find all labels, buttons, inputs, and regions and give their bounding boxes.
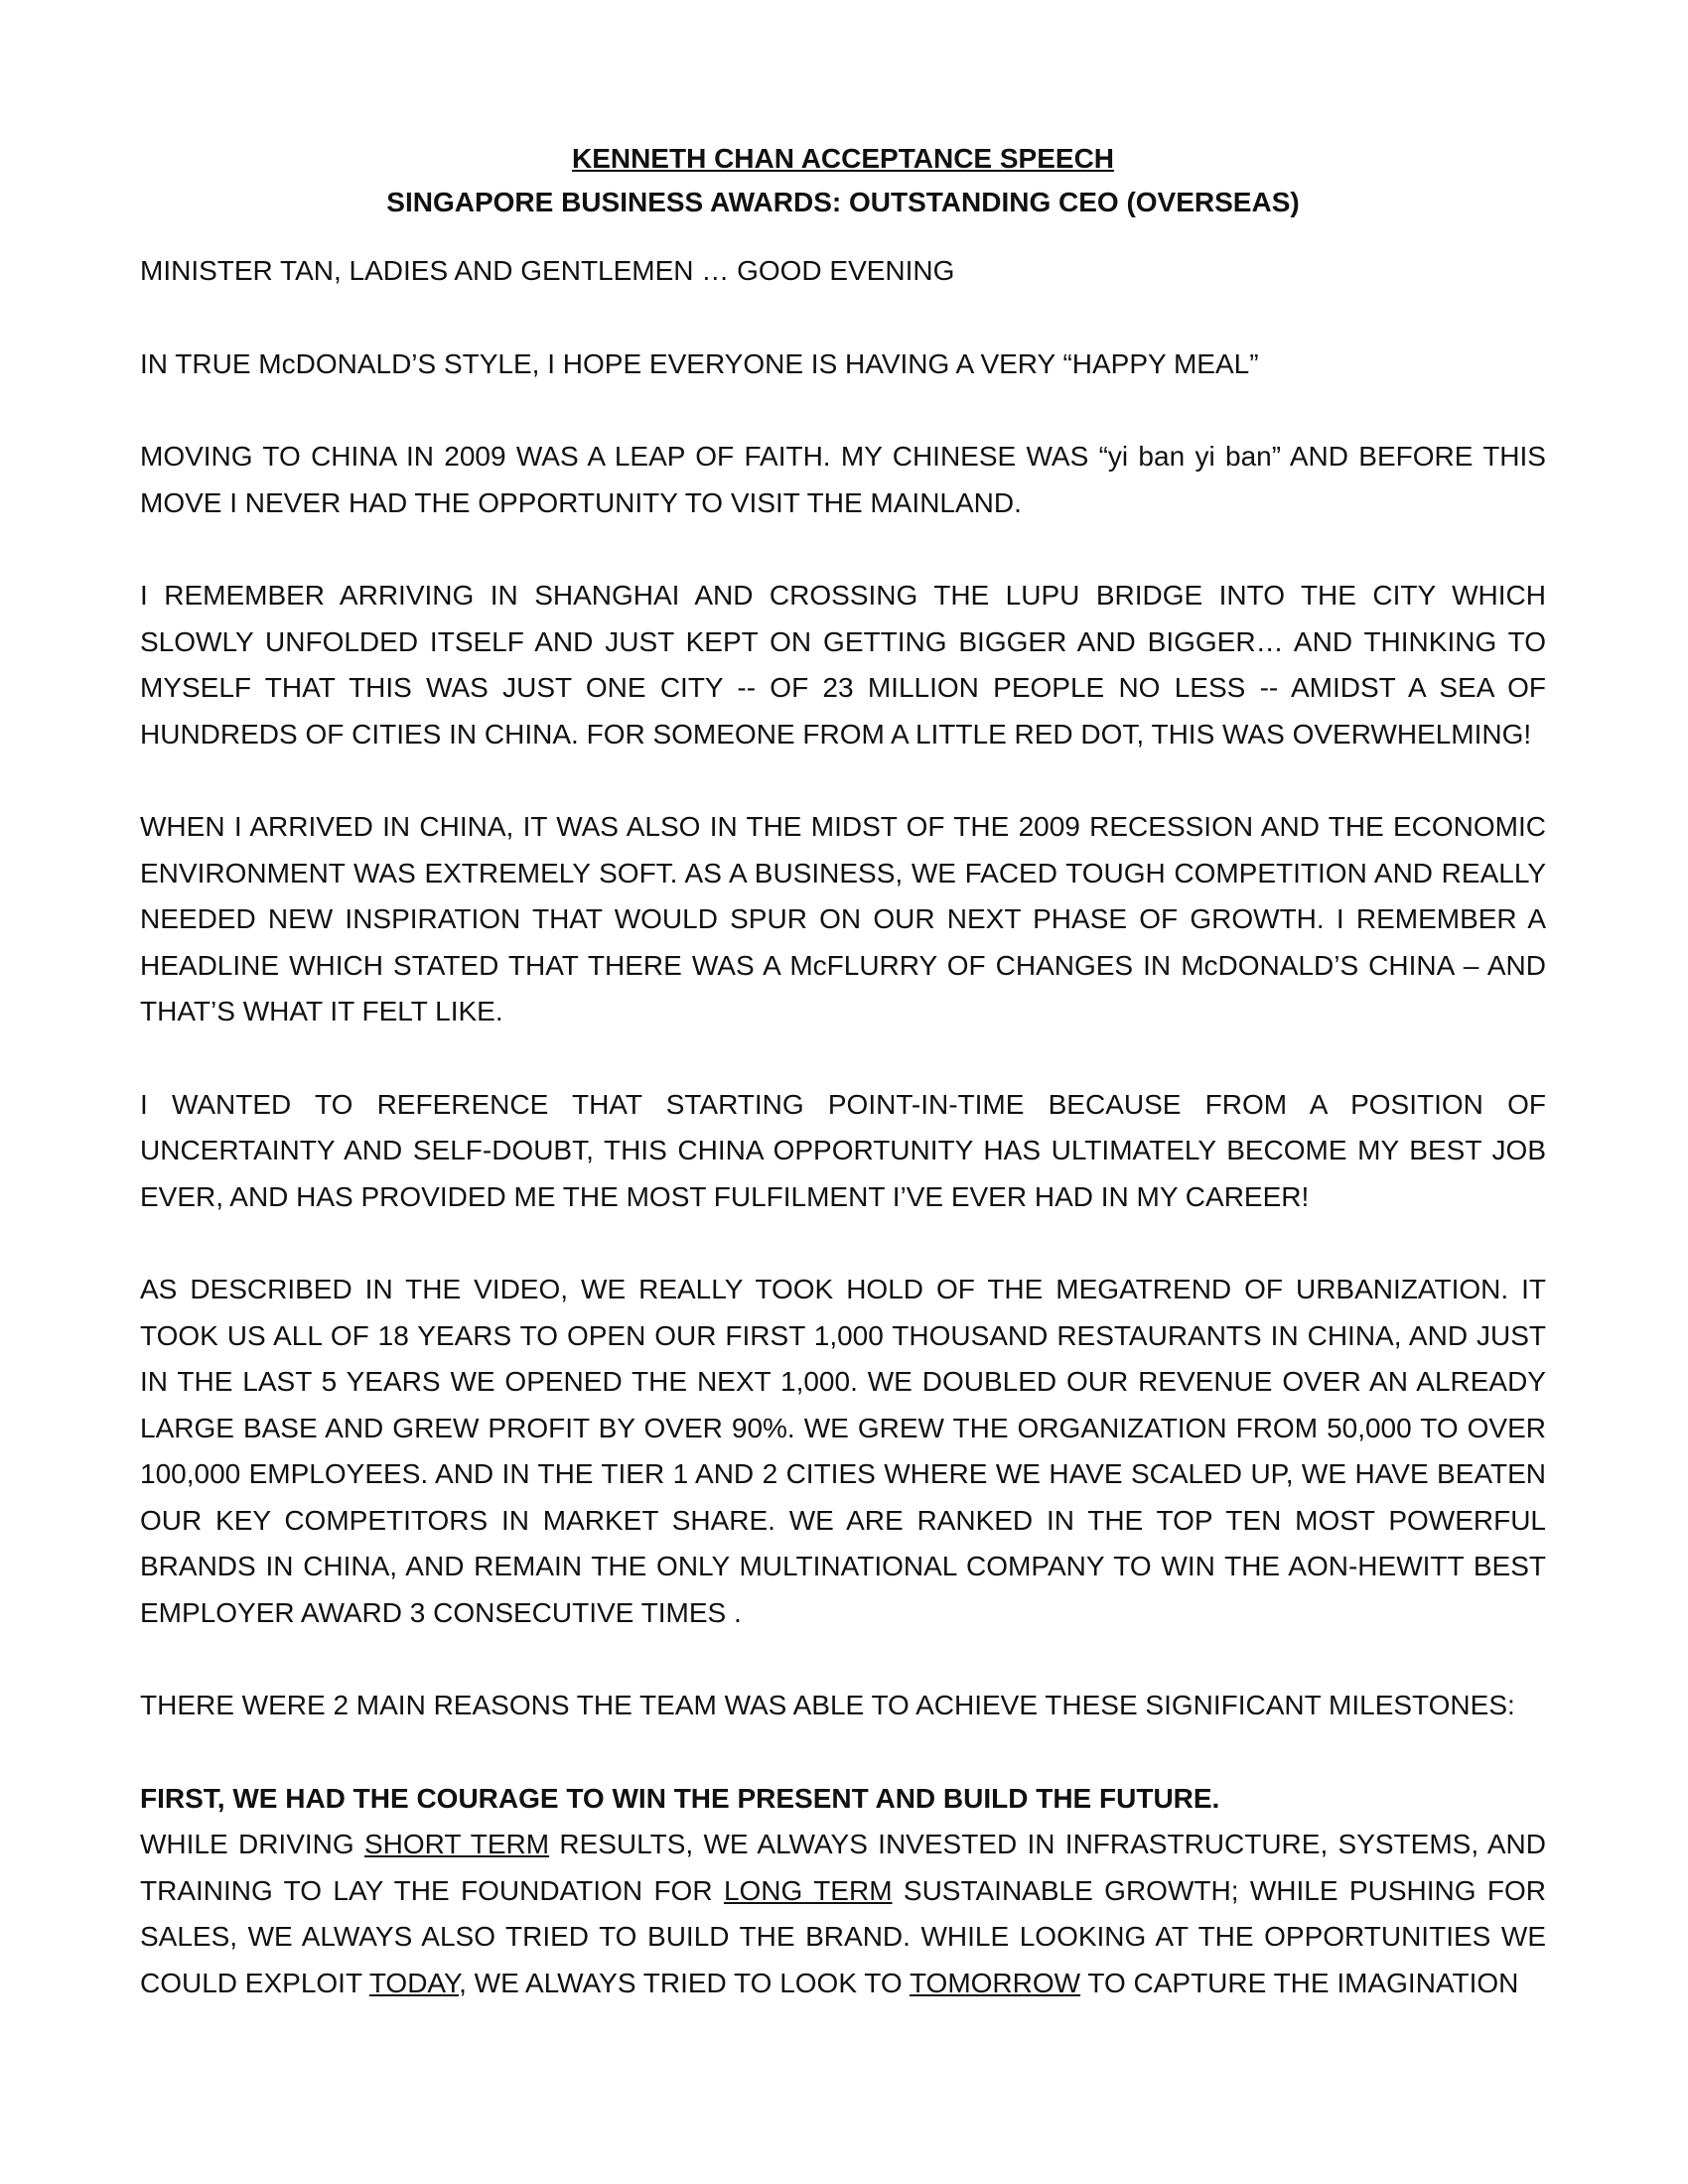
text-run: SUSTAINABLE GROWTH; WHILE PUSHING FOR SALES, WE ALWAYS ALSO TRIED TO BUILD THE BRAND. WHILE LOOKING AT THE OPPORTUNITIES WE COULD EXPLOIT [140,1874,1546,1998]
underlined-long-term: LONG TERM [723,1874,893,1906]
title-line-2: SINGAPORE BUSINESS AWARDS: OUTSTANDING CEO (OVERSEAS) [386,187,1300,217]
paragraph-urbanization: AS DESCRIBED IN THE VIDEO, WE REALLY TOOK HOLD OF THE MEGATREND OF URBANIZATION. IT TOOK US ALL OF 18 YEARS TO OPEN OUR FIRST 1,000 THOUSAND RESTAURANTS IN CHINA, AND JUST IN THE LAST 5 YEARS WE OPENED THE NEXT 1,000. WE DOUBLED OUR REVENUE OVER AN ALREADY LARGE BASE AND GREW PROFIT BY OVER 90%. WE GREW THE ORGANIZATION FROM 50,000 TO OVER 100,000 EMPLOYEES. AND IN THE TIER 1 AND 2 CITIES WHERE WE HAVE SCALED UP, WE HAVE BEATEN OUR KEY COMPETITORS IN MARKET SHARE. WE ARE RANKED IN THE TOP TEN MOST POWERFUL BRANDS IN CHINA, AND REMAIN THE ONLY MULTINATIONAL COMPANY TO WIN THE AON-HEWITT BEST EMPLOYER AWARD 3 CONSECUTIVE TIMES . [140,1274,1546,1628]
text-run: TO CAPTURE THE IMAGINATION [1080,1967,1519,1998]
paragraph-greeting: MINISTER TAN, LADIES AND GENTLEMEN … GOOD EVENING [140,255,955,286]
paragraph-short-long-term [140,1822,1546,2006]
text-run: WHILE DRIVING [140,1829,364,1859]
paragraph-starting-point: I WANTED TO REFERENCE THAT STARTING POINT-IN-TIME BECAUSE FROM A POSITION OF UNCERTAINTY AND SELF-DOUBT, THIS CHINA OPPORTUNITY HAS ULTIMATELY BECOME MY BEST JOB EVER, AND HAS PROVIDED ME THE MOST FULFILMENT I’VE EVER HAD IN MY CAREER! [140,1088,1546,1212]
text-run: , WE ALWAYS TRIED TO LOOK TO [459,1967,910,1998]
paragraph-recession: WHEN I ARRIVED IN CHINA, IT WAS ALSO IN THE MIDST OF THE 2009 RECESSION AND THE ECONOMIC ENVIRONMENT WAS EXTREMELY SOFT. AS A BUSINESS, WE FACED TOUGH COMPETITION AND REALLY NEEDED NEW INSPIRATION THAT WOULD SPUR ON OUR NEXT PHASE OF GROWTH. I REMEMBER A HEADLINE WHICH STATED THAT THERE WAS A McFLURRY OF CHANGES IN McDONALD’S CHINA – AND THAT’S WHAT IT FELT LIKE. [140,811,1546,1026]
section-heading: FIRST, WE HAD THE COURAGE TO WIN THE PRESENT AND BUILD THE FUTURE. [140,1782,1220,1814]
title-line-1: KENNETH CHAN ACCEPTANCE SPEECH [571,143,1115,174]
paragraph-happy-meal: IN TRUE McDONALD’S STYLE, I HOPE EVERYONE IS HAVING A VERY “HAPPY MEAL” [140,347,1259,379]
paragraph-arriving-shanghai: I REMEMBER ARRIVING IN SHANGHAI AND CROSSING THE LUPU BRIDGE INTO THE CITY WHICH SLOWLY UNFOLDED ITSELF AND JUST KEPT ON GETTING BIGGER AND BIGGER… AND THINKING TO MYSELF THAT THIS WAS JUST ONE CITY -- OF 23 MILLION PEOPLE NO LESS -- AMIDST A SEA OF HUNDREDS OF CITIES IN CHINA. FOR SOMEONE FROM A LITTLE RED DOT, THIS WAS OVERWHELMING! [140,580,1546,750]
underlined-tomorrow: TOMORROW [909,1967,1081,1998]
paragraph-two-reasons: THERE WERE 2 MAIN REASONS THE TEAM WAS ABLE TO ACHIEVE THESE SIGNIFICANT MILESTONES: [140,1690,1515,1720]
paragraph-moving-to-china: MOVING TO CHINA IN 2009 WAS A LEAP OF FAITH. MY CHINESE WAS “yi ban yi ban” AND BEFORE THIS MOVE I NEVER HAD THE OPPORTUNITY TO VISIT THE MAINLAND. [140,441,1546,518]
text-run: RESULTS, WE ALWAYS INVESTED IN INFRASTRUCTURE, SYSTEMS, AND TRAINING TO LAY THE FOUNDATION FOR [140,1829,1546,1906]
underlined-today: TODAY [368,1967,460,1998]
title-block [140,137,1546,224]
underlined-short-term: SHORT TERM [363,1829,550,1859]
